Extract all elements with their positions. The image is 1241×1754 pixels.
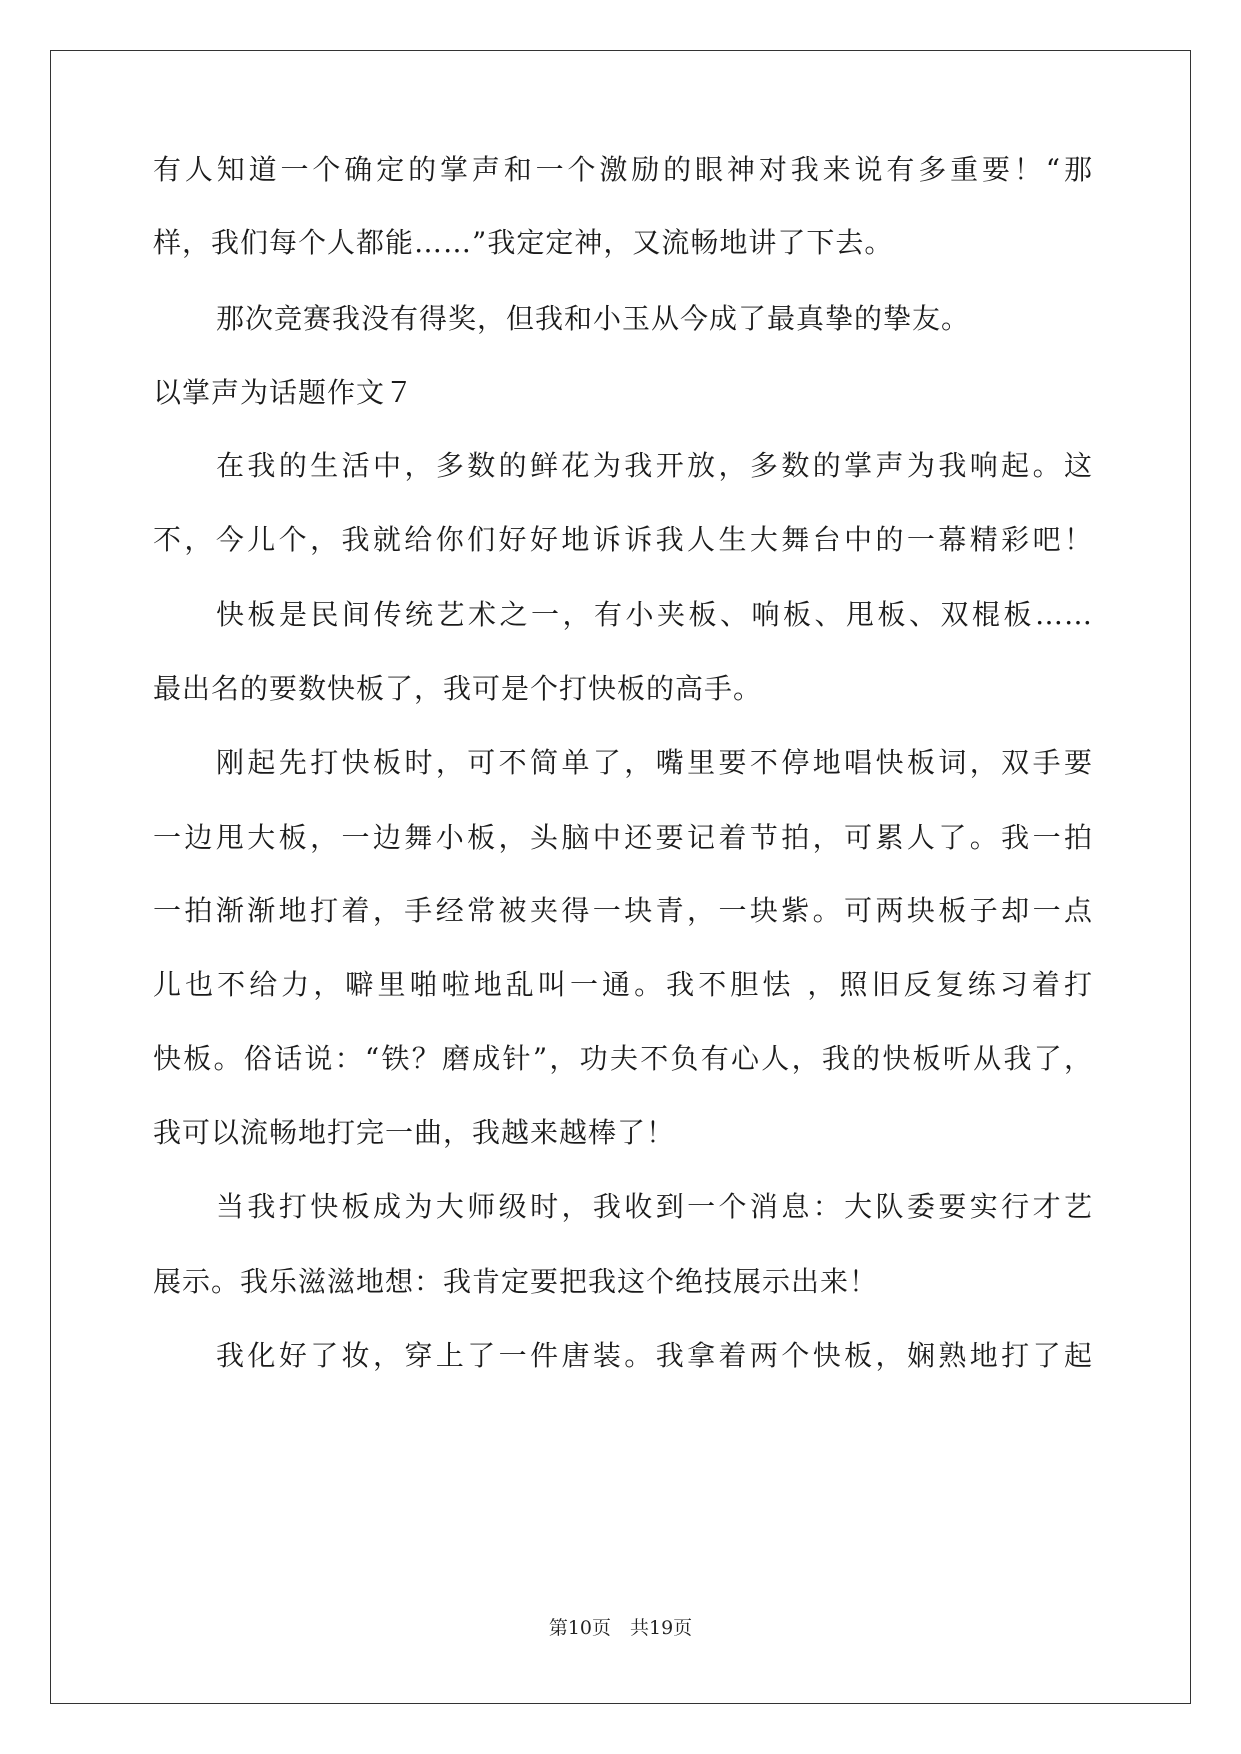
text-line-6: 不，今儿个，我就给你们好好地诉诉我人生大舞台中的一幕精彩吧！ [153, 523, 1093, 556]
text-line-15: 当我打快板成为大师级时，我收到一个消息：大队委要实行才艺 [216, 1190, 1093, 1223]
text-line-11: 一拍渐渐地打着，手经常被夹得一块青，一块紫。可两块板子却一点 [153, 894, 1093, 927]
text-line-12: 儿也不给力，噼里啪啦地乱叫一通。我不胆怯 ，照旧反复练习着打 [153, 968, 1093, 1001]
text-line-1: 有人知道一个确定的掌声和一个激励的眼神对我来说有多重要！“那 [153, 153, 1093, 186]
page-border [50, 50, 1191, 1704]
page-number-footer: 第10页 共19页 [548, 1617, 693, 1639]
text-line-14: 我可以流畅地打完一曲，我越来越棒了！ [153, 1116, 676, 1149]
text-line-9: 刚起先打快板时，可不简单了，嘴里要不停地唱快板词，双手要 [216, 746, 1093, 779]
text-line-10: 一边甩大板，一边舞小板，头脑中还要记着节拍，可累人了。我一拍 [153, 821, 1093, 854]
text-line-8: 最出名的要数快板了，我可是个打快板的高手。 [153, 672, 763, 705]
text-line-13: 快板。俗话说：“铁？磨成针”，功夫不负有心人，我的快板听从我了， [153, 1042, 1093, 1075]
text-line-5: 在我的生活中，多数的鲜花为我开放，多数的掌声为我响起。这 [216, 449, 1093, 482]
text-line-17: 我化好了妆，穿上了一件唐装。我拿着两个快板，娴熟地打了起 [216, 1339, 1093, 1372]
text-line-3: 那次竞赛我没有得奖，但我和小玉从今成了最真挚的挚友。 [216, 302, 971, 335]
section-heading: 以掌声为话题作文７ [153, 376, 415, 409]
text-line-2: 样，我们每个人都能……”我定定神，又流畅地讲了下去。 [153, 226, 894, 259]
text-line-16: 展示。我乐滋滋地想：我肯定要把我这个绝技展示出来！ [153, 1265, 879, 1298]
text-line-7: 快板是民间传统艺术之一，有小夹板、响板、甩板、双棍板…… [216, 598, 1093, 631]
